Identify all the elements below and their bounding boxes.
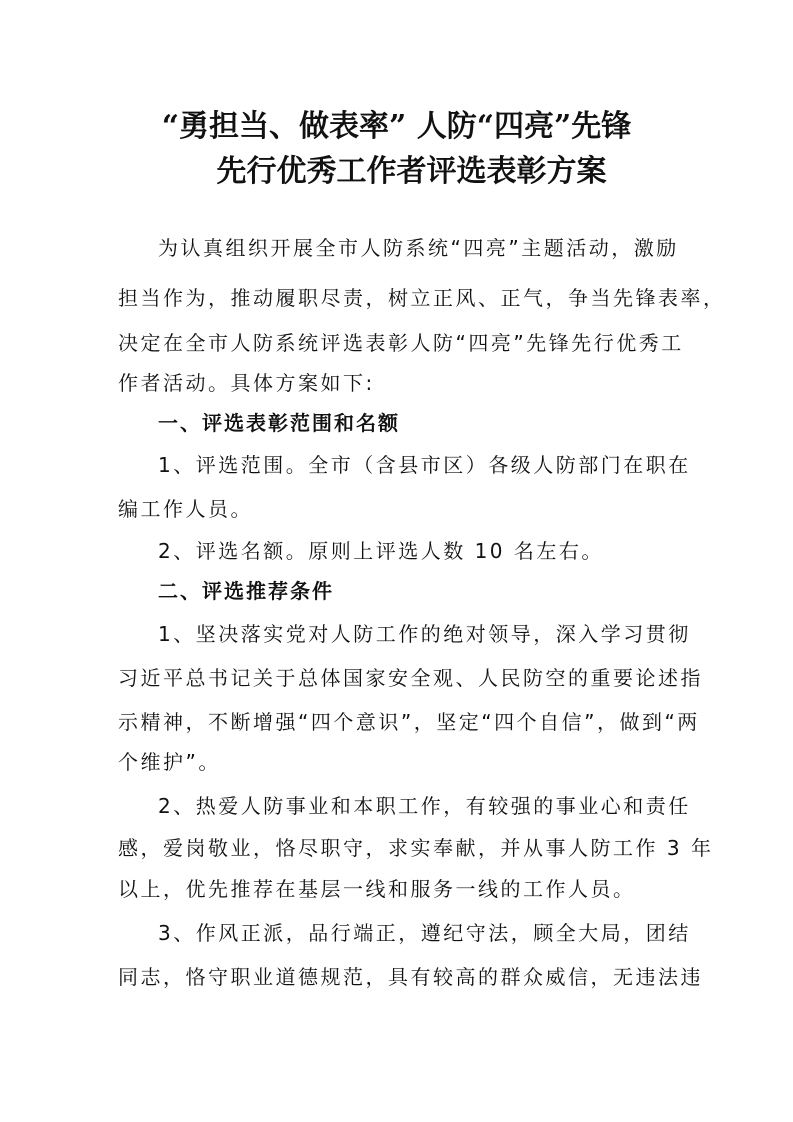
section-2-item-2-line-1: 2、热爱人防事业和本职工作，有较强的事业心和责任: [158, 794, 691, 818]
section-2-item-1-line-2: 习近平总书记关于总体国家安全观、人民防空的重要论述指: [118, 666, 703, 690]
section-1-item-2-line-1: 2、评选名额。原则上评选人数 10 名左右。: [158, 539, 604, 563]
document-title-line-2: 先行优秀工作者评选表彰方案: [216, 154, 607, 189]
section-1-item-1-line-2: 编工作人员。: [118, 497, 253, 521]
section-2-item-3-line-1: 3、作风正派，品行端正，遵纪守法，顾全大局，团结: [158, 921, 691, 945]
section-2-item-1-line-4: 个维护”。: [118, 750, 221, 774]
intro-line-3: 决定在全市人防系统评选表彰人防“四亮”先锋先行优秀工: [118, 331, 684, 355]
intro-line-1: 为认真组织开展全市人防系统“四亮”主题活动，激励: [158, 236, 679, 260]
section-1-item-1-line-1: 1、评选范围。全市（含县市区）各级人防部门在职在: [158, 453, 691, 477]
section-2-item-2-line-3: 以上，优先推荐在基层一线和服务一线的工作人员。: [118, 877, 636, 901]
section-2-item-1-line-3: 示精神，不断增强“四个意识”，坚定“四个自信”，做到“两: [118, 710, 700, 734]
intro-line-2: 担当作为，推动履职尽责，树立正风、正气，争当先锋表率，: [118, 286, 726, 310]
section-2-item-3-line-2: 同志，恪守职业道德规范，具有较高的群众威信，无违法违: [118, 965, 703, 989]
section-2-item-2-line-2: 感，爱岗敬业，恪尽职守，求实奉献，并从事人防工作 3 年: [118, 836, 714, 860]
document-title-line-1: “勇担当、做表率” 人防“四亮”先锋: [161, 109, 632, 144]
section-2-heading: 二、评选推荐条件: [158, 579, 334, 603]
section-1-heading: 一、评选表彰范围和名额: [158, 411, 400, 435]
section-2-item-1-line-1: 1、坚决落实党对人防工作的绝对领导，深入学习贯彻: [158, 622, 691, 646]
intro-line-4: 作者活动。具体方案如下:: [118, 371, 375, 395]
